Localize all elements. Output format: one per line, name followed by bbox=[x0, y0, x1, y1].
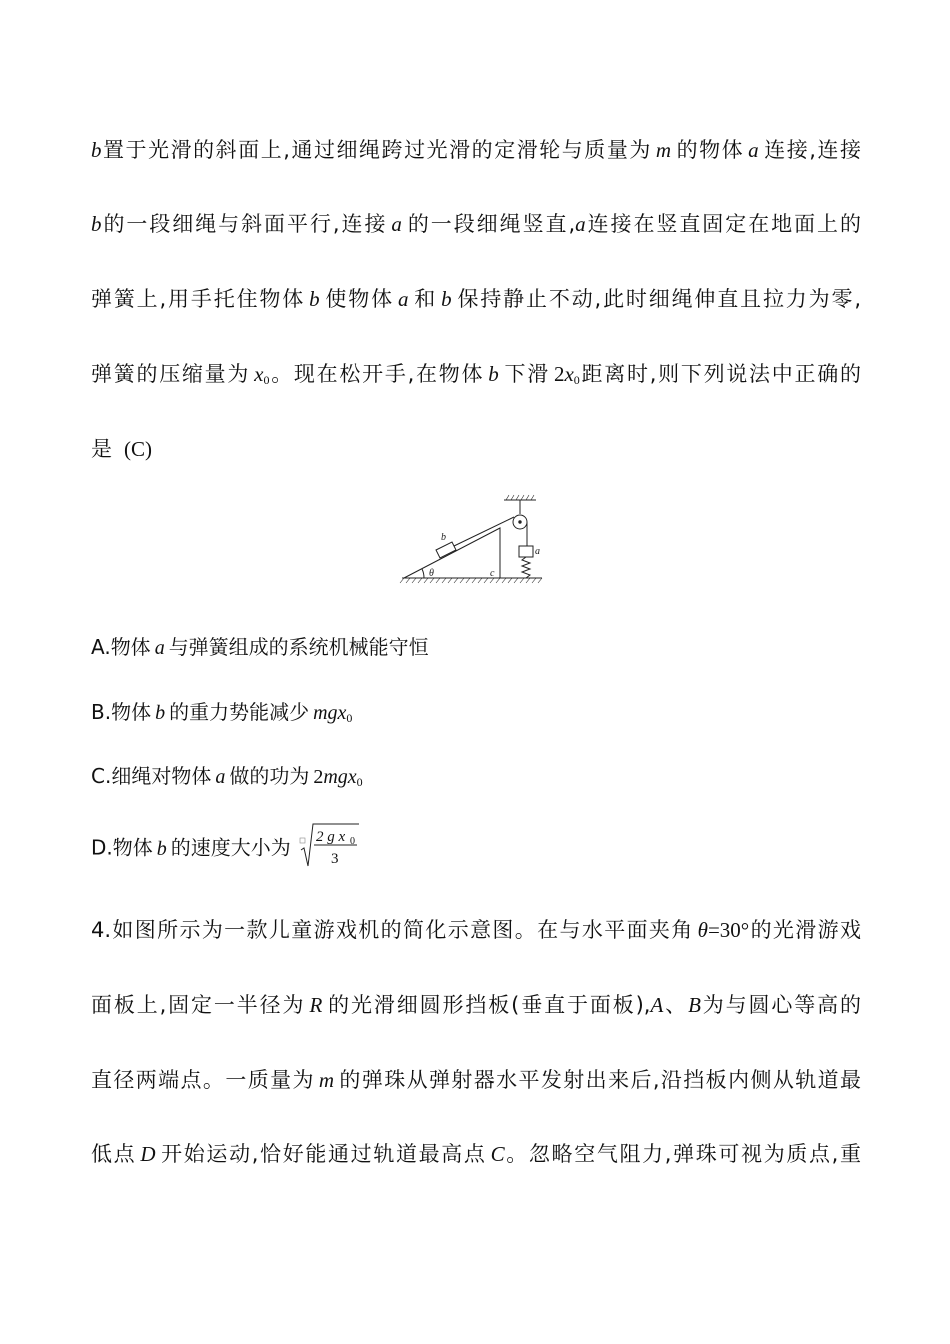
incline-wedge bbox=[404, 528, 500, 578]
option-c: C.细绳对物体 a 做的功为 2mgx$_0$ bbox=[91, 764, 363, 789]
denominator: 3 bbox=[331, 851, 339, 867]
option-a: A.物体 a 与弹簧组成的系统机械能守恒 bbox=[91, 635, 429, 659]
angle-arc bbox=[422, 569, 424, 578]
spring bbox=[522, 557, 530, 578]
label-b: b bbox=[441, 532, 446, 543]
option-b: B.物体 b 的重力势能减少 mgx$_0$ bbox=[91, 700, 353, 725]
radical-index-box bbox=[300, 838, 305, 843]
block-a bbox=[519, 546, 533, 557]
q3-line-5: 是 (C) bbox=[91, 437, 152, 461]
incline-pulley-figure bbox=[398, 492, 548, 587]
ground-hatch bbox=[400, 578, 542, 583]
ceiling-hatch bbox=[506, 495, 534, 500]
q3-line-3: 弹簧上,用手托住物体 b 使物体 a 和 b 保持静止不动,此时细绳伸直且拉力为零, bbox=[91, 287, 861, 311]
numerator: 2 g x bbox=[316, 829, 346, 845]
numerator-sub: 0 bbox=[350, 836, 356, 847]
q3-line-2: b的一段细绳与斜面平行,连接 a 的一段细绳竖直,a连接在竖直固定在地面上的 bbox=[91, 212, 861, 236]
q4-line-4: 低点 D 开始运动,恰好能通过轨道最高点 C。忽略空气阻力,弹珠可视为质点,重 bbox=[91, 1142, 862, 1166]
pulley-axle bbox=[519, 521, 521, 523]
rope-incline bbox=[454, 517, 514, 546]
q3-line-4: 弹簧的压缩量为 $x_0$。现在松开手,在物体 b 下滑 $2x_0$距离时,则下列说法中正确的 bbox=[91, 362, 861, 387]
label-c: c bbox=[490, 568, 495, 579]
q4-line-2: 面板上,固定一半径为 R 的光滑细圆形挡板(垂直于面板),A、B为与圆心等高的 bbox=[91, 993, 862, 1017]
q3-line-1: b置于光滑的斜面上,通过细绳跨过光滑的定滑轮与质量为 m 的物体 a 连接,连接 bbox=[91, 138, 861, 162]
answer-label: (C) bbox=[124, 437, 152, 461]
sqrt-expression bbox=[299, 820, 361, 870]
label-theta: θ bbox=[429, 568, 434, 579]
label-a: a bbox=[535, 546, 540, 557]
option-d: D.物体 b 的速度大小为 2 g x 0 3 bbox=[91, 828, 361, 870]
q4-line-1: 4.如图所示为一款儿童游戏机的简化示意图。在与水平面夹角 θ=30°的光滑游戏 bbox=[91, 918, 861, 942]
q4-line-3: 直径两端点。一质量为 m 的弹珠从弹射器水平发射出来后,沿挡板内侧从轨道最 bbox=[91, 1068, 861, 1092]
